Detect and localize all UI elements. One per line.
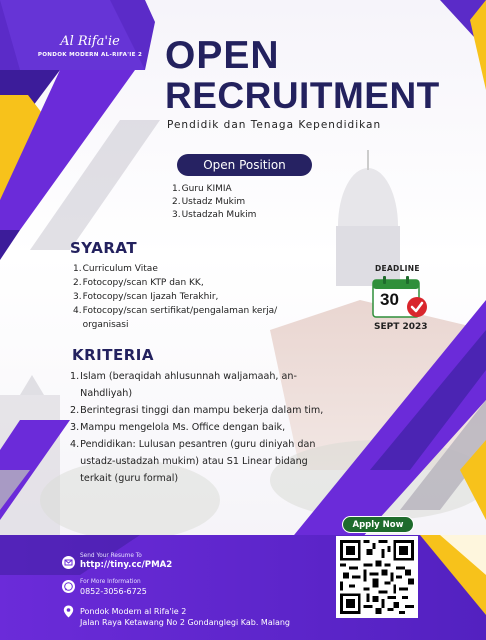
logo-name: PONDOK MODERN AL-RIFA'IE 2 <box>37 52 143 58</box>
list-item: 1. Curriculum Vitae <box>73 264 158 274</box>
deadline-day: 30 <box>380 290 399 309</box>
title-open: OPEN <box>165 34 280 77</box>
apply-now-button[interactable]: Apply Now <box>342 516 414 533</box>
kriteria-list <box>70 368 330 487</box>
position-list <box>172 183 256 222</box>
deadline-label: DEADLINE <box>375 264 420 273</box>
whatsapp-icon <box>62 580 75 593</box>
list-item: 2. Fotocopy/scan KTP dan KK, <box>73 278 204 288</box>
school-logo <box>30 34 150 58</box>
address-name: Pondok Modern al Rifa'ie 2 <box>80 607 187 616</box>
list-item: 3. Fotocopy/scan Ijazah Terakhir, <box>73 292 219 302</box>
logo-script: Al Rifa'ie <box>60 34 120 49</box>
address-line: Jalan Raya Ketawang No 2 Gondanglegi Kab. Malang <box>80 618 290 627</box>
qr-code[interactable] <box>340 540 414 614</box>
syarat-heading: SYARAT <box>70 239 138 257</box>
title-recruitment: RECRUITMENT <box>165 75 440 116</box>
resume-small-label: Send Your Resume To <box>80 553 142 559</box>
email-icon <box>62 556 75 569</box>
phone-number[interactable]: 0852-3056-6725 <box>80 587 147 596</box>
list-item: 3. Ustadzah Mukim <box>172 210 257 220</box>
list-item: 3. Mampu mengelola Ms. Office dengan baik, <box>70 422 286 433</box>
location-pin-icon <box>62 605 75 618</box>
list-item: 2. Ustadz Mukim <box>172 197 246 207</box>
list-item: 4. Pendidikan: Lulusan pesantren (guru diniyah dan ustadz-ustadzah mukim) atau S1 Linear bidang terkait (guru formal) <box>70 439 316 484</box>
deadline-date: SEPT 2023 <box>374 322 428 332</box>
syarat-list <box>73 262 318 332</box>
list-item: 2. Berintegrasi tinggi dan mampu bekerja dalam tim, <box>70 405 324 416</box>
info-small-label: For More Information <box>80 579 141 585</box>
list-item: 1. Islam (beraqidah ahlusunnah waljamaah, an-Nahdliyah) <box>70 371 297 399</box>
open-position-label: Open Position <box>177 154 312 176</box>
subtitle: Pendidik dan Tenaga Kependidikan <box>167 119 382 131</box>
check-icon <box>406 296 428 318</box>
resume-link[interactable]: http://tiny.cc/PMA2 <box>80 560 173 570</box>
kriteria-heading: KRITERIA <box>72 346 154 364</box>
list-item: 1. Guru KIMIA <box>172 184 232 194</box>
list-item: 4. Fotocopy/scan sertifikat/pengalaman kerja/ organisasi <box>73 306 278 330</box>
